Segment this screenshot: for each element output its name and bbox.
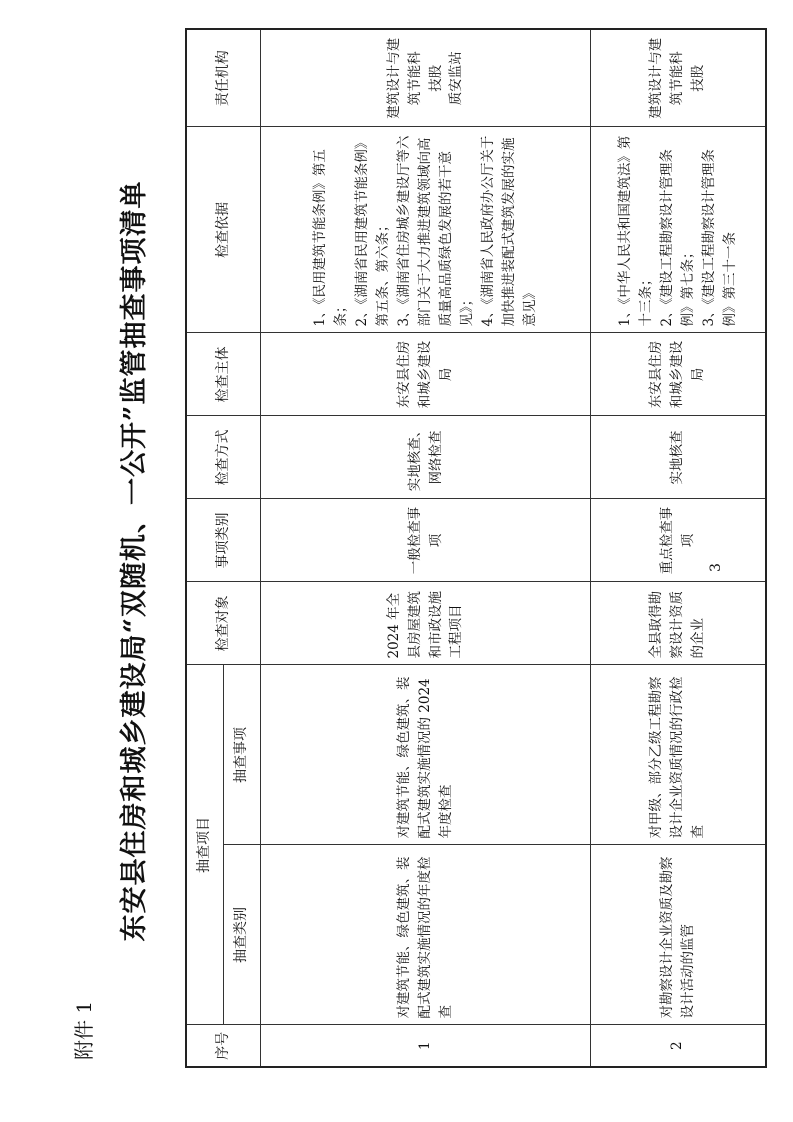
row-item: 对甲级、部分乙级工程勘察设计企业资质情况的行政检查 xyxy=(591,665,766,845)
org-line: 技股 xyxy=(690,64,707,92)
row-method: 实地核查、网络检查 xyxy=(261,416,591,499)
basis-line: 2、《湖南省民用建筑节能条例》第五条、第六条； xyxy=(354,135,392,327)
row-item: 对建筑节能、绿色建筑、装配式建筑实施情况的 2024 年度检查 xyxy=(261,665,591,845)
row-seq: 1 xyxy=(261,1025,591,1067)
org-line: 质安监站 xyxy=(448,51,465,106)
row-basis xyxy=(591,127,766,333)
row-type: 重点检查事项 xyxy=(591,499,766,582)
header-method: 检查方式 xyxy=(186,416,261,499)
header-category: 抽查类别 xyxy=(224,845,261,1025)
row-subject: 东安县住房和城乡建设局 xyxy=(591,333,766,416)
row-org xyxy=(261,29,591,127)
row-category: 对建筑节能、绿色建筑、装配式建筑实施情况的年度检查 xyxy=(261,845,591,1025)
org-line: 建筑设计与建筑节能科 xyxy=(648,37,686,119)
page-number: 3 xyxy=(708,563,724,572)
table-row xyxy=(591,29,766,1067)
header-project-group: 抽查项目 xyxy=(186,665,224,1025)
org-line: 技股 xyxy=(427,64,444,92)
basis-line: 3、《建设工程勘察设计管理条例》第三十一条 xyxy=(700,149,738,327)
row-category: 对勘察设计企业资质及勘察设计活动的监管 xyxy=(591,845,766,1025)
row-method: 实地核查 xyxy=(591,416,766,499)
row-subject: 东安县住房和城乡建设局 xyxy=(261,333,591,416)
basis-line: 1、《民用建筑节能条例》第五条； xyxy=(312,149,350,327)
basis-line: 3、《湖南省住房城乡建设厅等六部门关于大力推进建筑领域向高质量高品质绿色发展的若干意见》； xyxy=(396,135,475,327)
header-subject: 检查主体 xyxy=(186,333,261,416)
row-basis xyxy=(261,127,591,333)
basis-line: 2、《建设工程勘察设计管理条例》第七条； xyxy=(658,149,696,327)
page-title: 东安县住房和城乡建设局“双随机、一公开”监管抽查事项清单 xyxy=(119,180,150,942)
row-seq: 2 xyxy=(591,1025,766,1067)
table-row xyxy=(261,29,591,1067)
basis-line: 4、《湖南省人民政府办公厅关于加快推进装配式建筑发展的实施意见》 xyxy=(479,135,538,327)
header-basis: 检查依据 xyxy=(186,127,261,333)
header-object: 检查对象 xyxy=(186,582,261,665)
header-seq: 序号 xyxy=(186,1025,261,1067)
org-line: 建筑设计与建筑节能科 xyxy=(385,37,423,119)
attachment-label: 附件 1 xyxy=(72,1000,96,1060)
row-object: 全县取得勘察设计资质的企业 xyxy=(591,582,766,665)
inspection-table xyxy=(185,28,767,1068)
row-object: 2024 年全县房屋建筑和市政设施工程项目 xyxy=(261,582,591,665)
row-type: 一般检查事项 xyxy=(261,499,591,582)
header-item: 抽查事项 xyxy=(224,665,261,845)
header-type: 事项类别 xyxy=(186,499,261,582)
basis-line: 1、《中华人民共和国建筑法》第十三条； xyxy=(616,135,654,327)
header-org: 责任机构 xyxy=(186,29,261,127)
row-org xyxy=(591,29,766,127)
